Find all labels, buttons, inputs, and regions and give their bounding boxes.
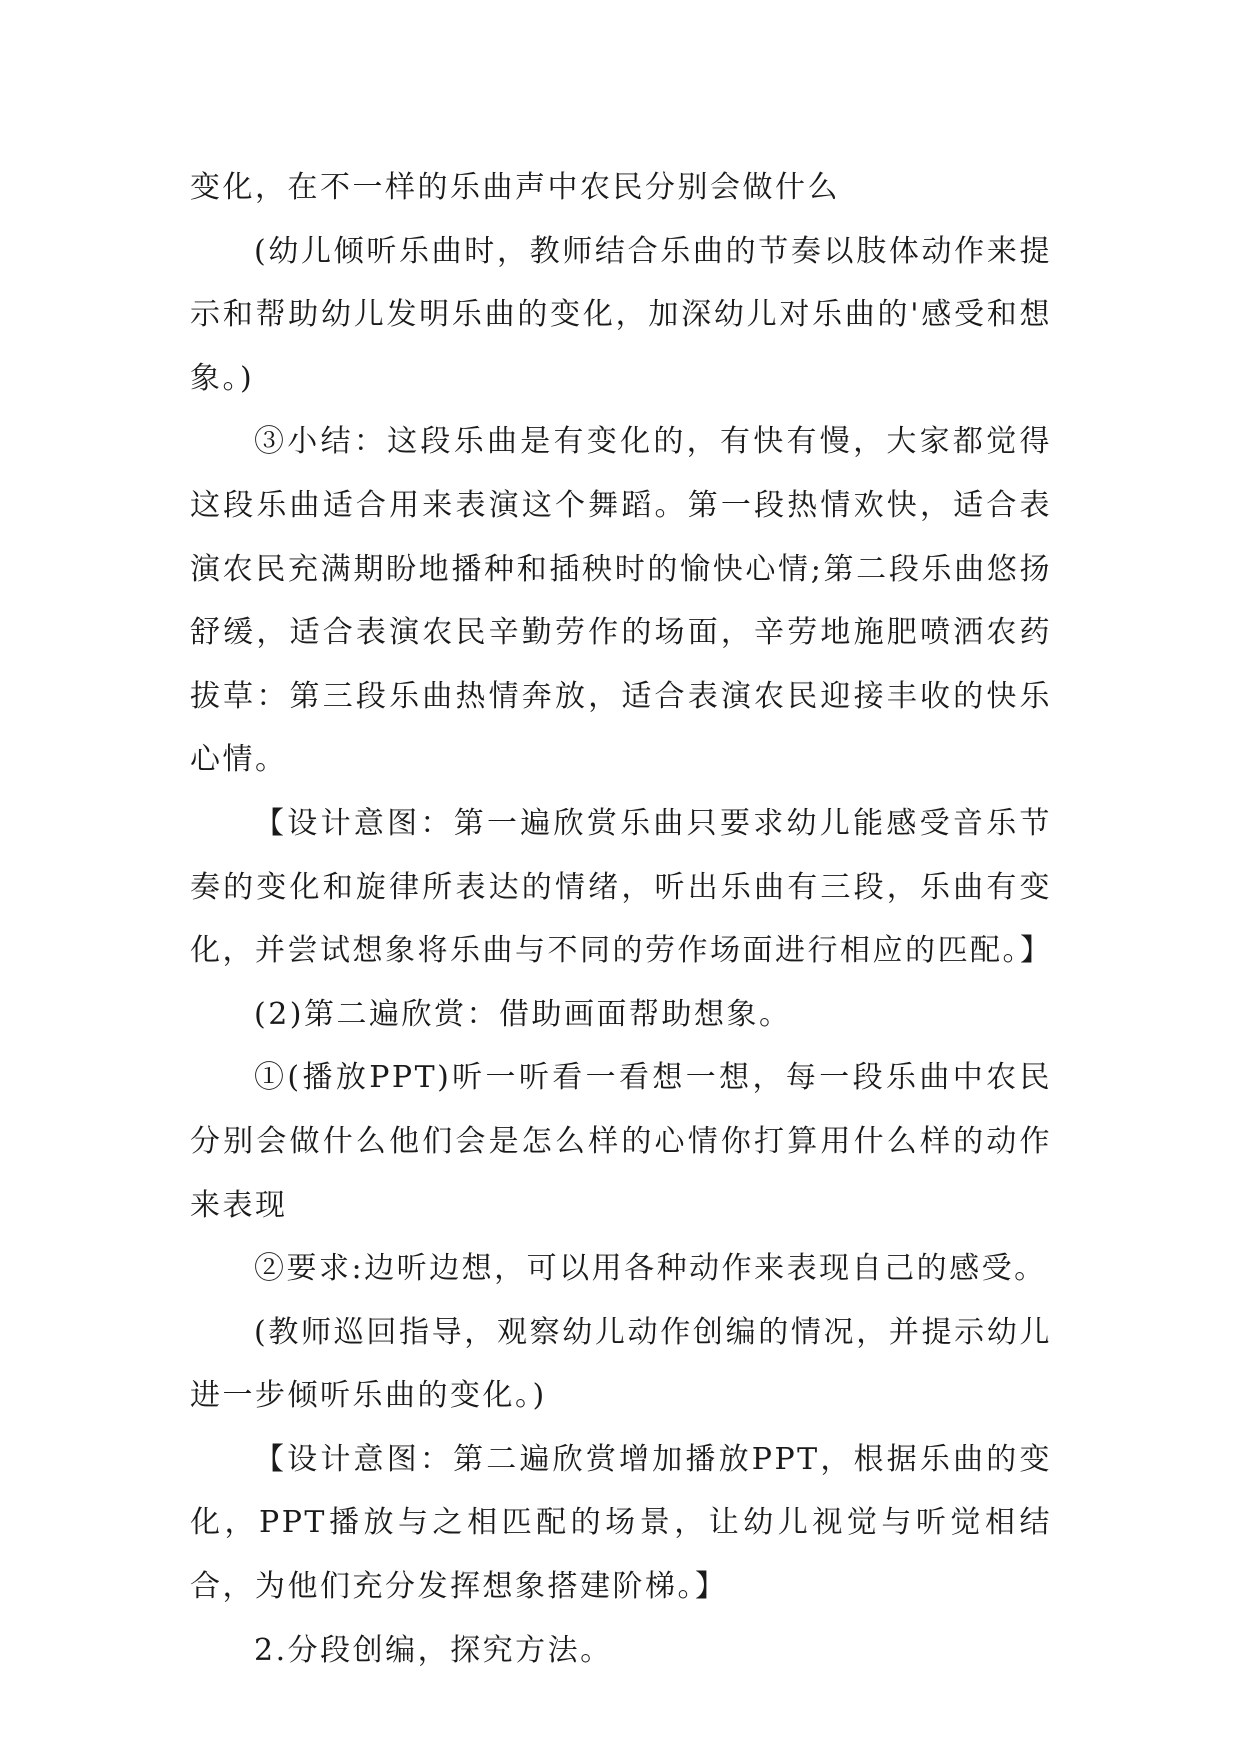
paragraph: (幼儿倾听乐曲时，教师结合乐曲的节奏以肢体动作来提示和帮助幼儿发明乐曲的变化，加深幼儿对乐曲的'感受和想象。): [190, 233, 1052, 396]
paragraph: (2)第二遍欣赏：借助画面帮助想象。: [254, 996, 792, 1032]
paragraph: 2.分段创编，探究方法。: [254, 1632, 613, 1668]
paragraph: 变化，在不一样的乐曲声中农民分别会做什么: [190, 170, 840, 205]
paragraph: ②要求:边听边想，可以用各种动作来表现自己的感受。: [254, 1251, 1047, 1287]
body-text: [190, 156, 1052, 1682]
paragraph: ①(播放PPT)听一听看一看想一想，每一段乐曲中农民分别会做什么他们会是怎么样的心情你打算用什么样的动作来表现: [190, 1060, 1052, 1223]
paragraph: 【设计意图：第一遍欣赏乐曲只要求幼儿能感受音乐节奏的变化和旋律所表达的情绪，听出乐曲有三段，乐曲有变化，并尝试想象将乐曲与不同的劳作场面进行相应的匹配。】: [190, 805, 1053, 969]
paragraph: 【设计意图：第二遍欣赏增加播放PPT，根据乐曲的变化，PPT播放与之相匹配的场景，让幼儿视觉与听觉相结合，为他们充分发挥想象搭建阶梯。】: [190, 1441, 1052, 1605]
paragraph: (教师巡回指导，观察幼儿动作创编的情况，并提示幼儿进一步倾听乐曲的变化。): [190, 1314, 1052, 1414]
paragraph: ③小结：这段乐曲是有变化的，有快有慢，大家都觉得这段乐曲适合用来表演这个舞蹈。第一段热情欢快，适合表演农民充满期盼地播种和插秧时的愉快心情;第二段乐曲悠扬舒缓，适合表演农民辛勤劳作的场面，辛劳地施肥喷洒农药拔草：第三段乐曲热情奔放，适合表演农民迎接丰收的快乐心情。: [190, 424, 1052, 778]
